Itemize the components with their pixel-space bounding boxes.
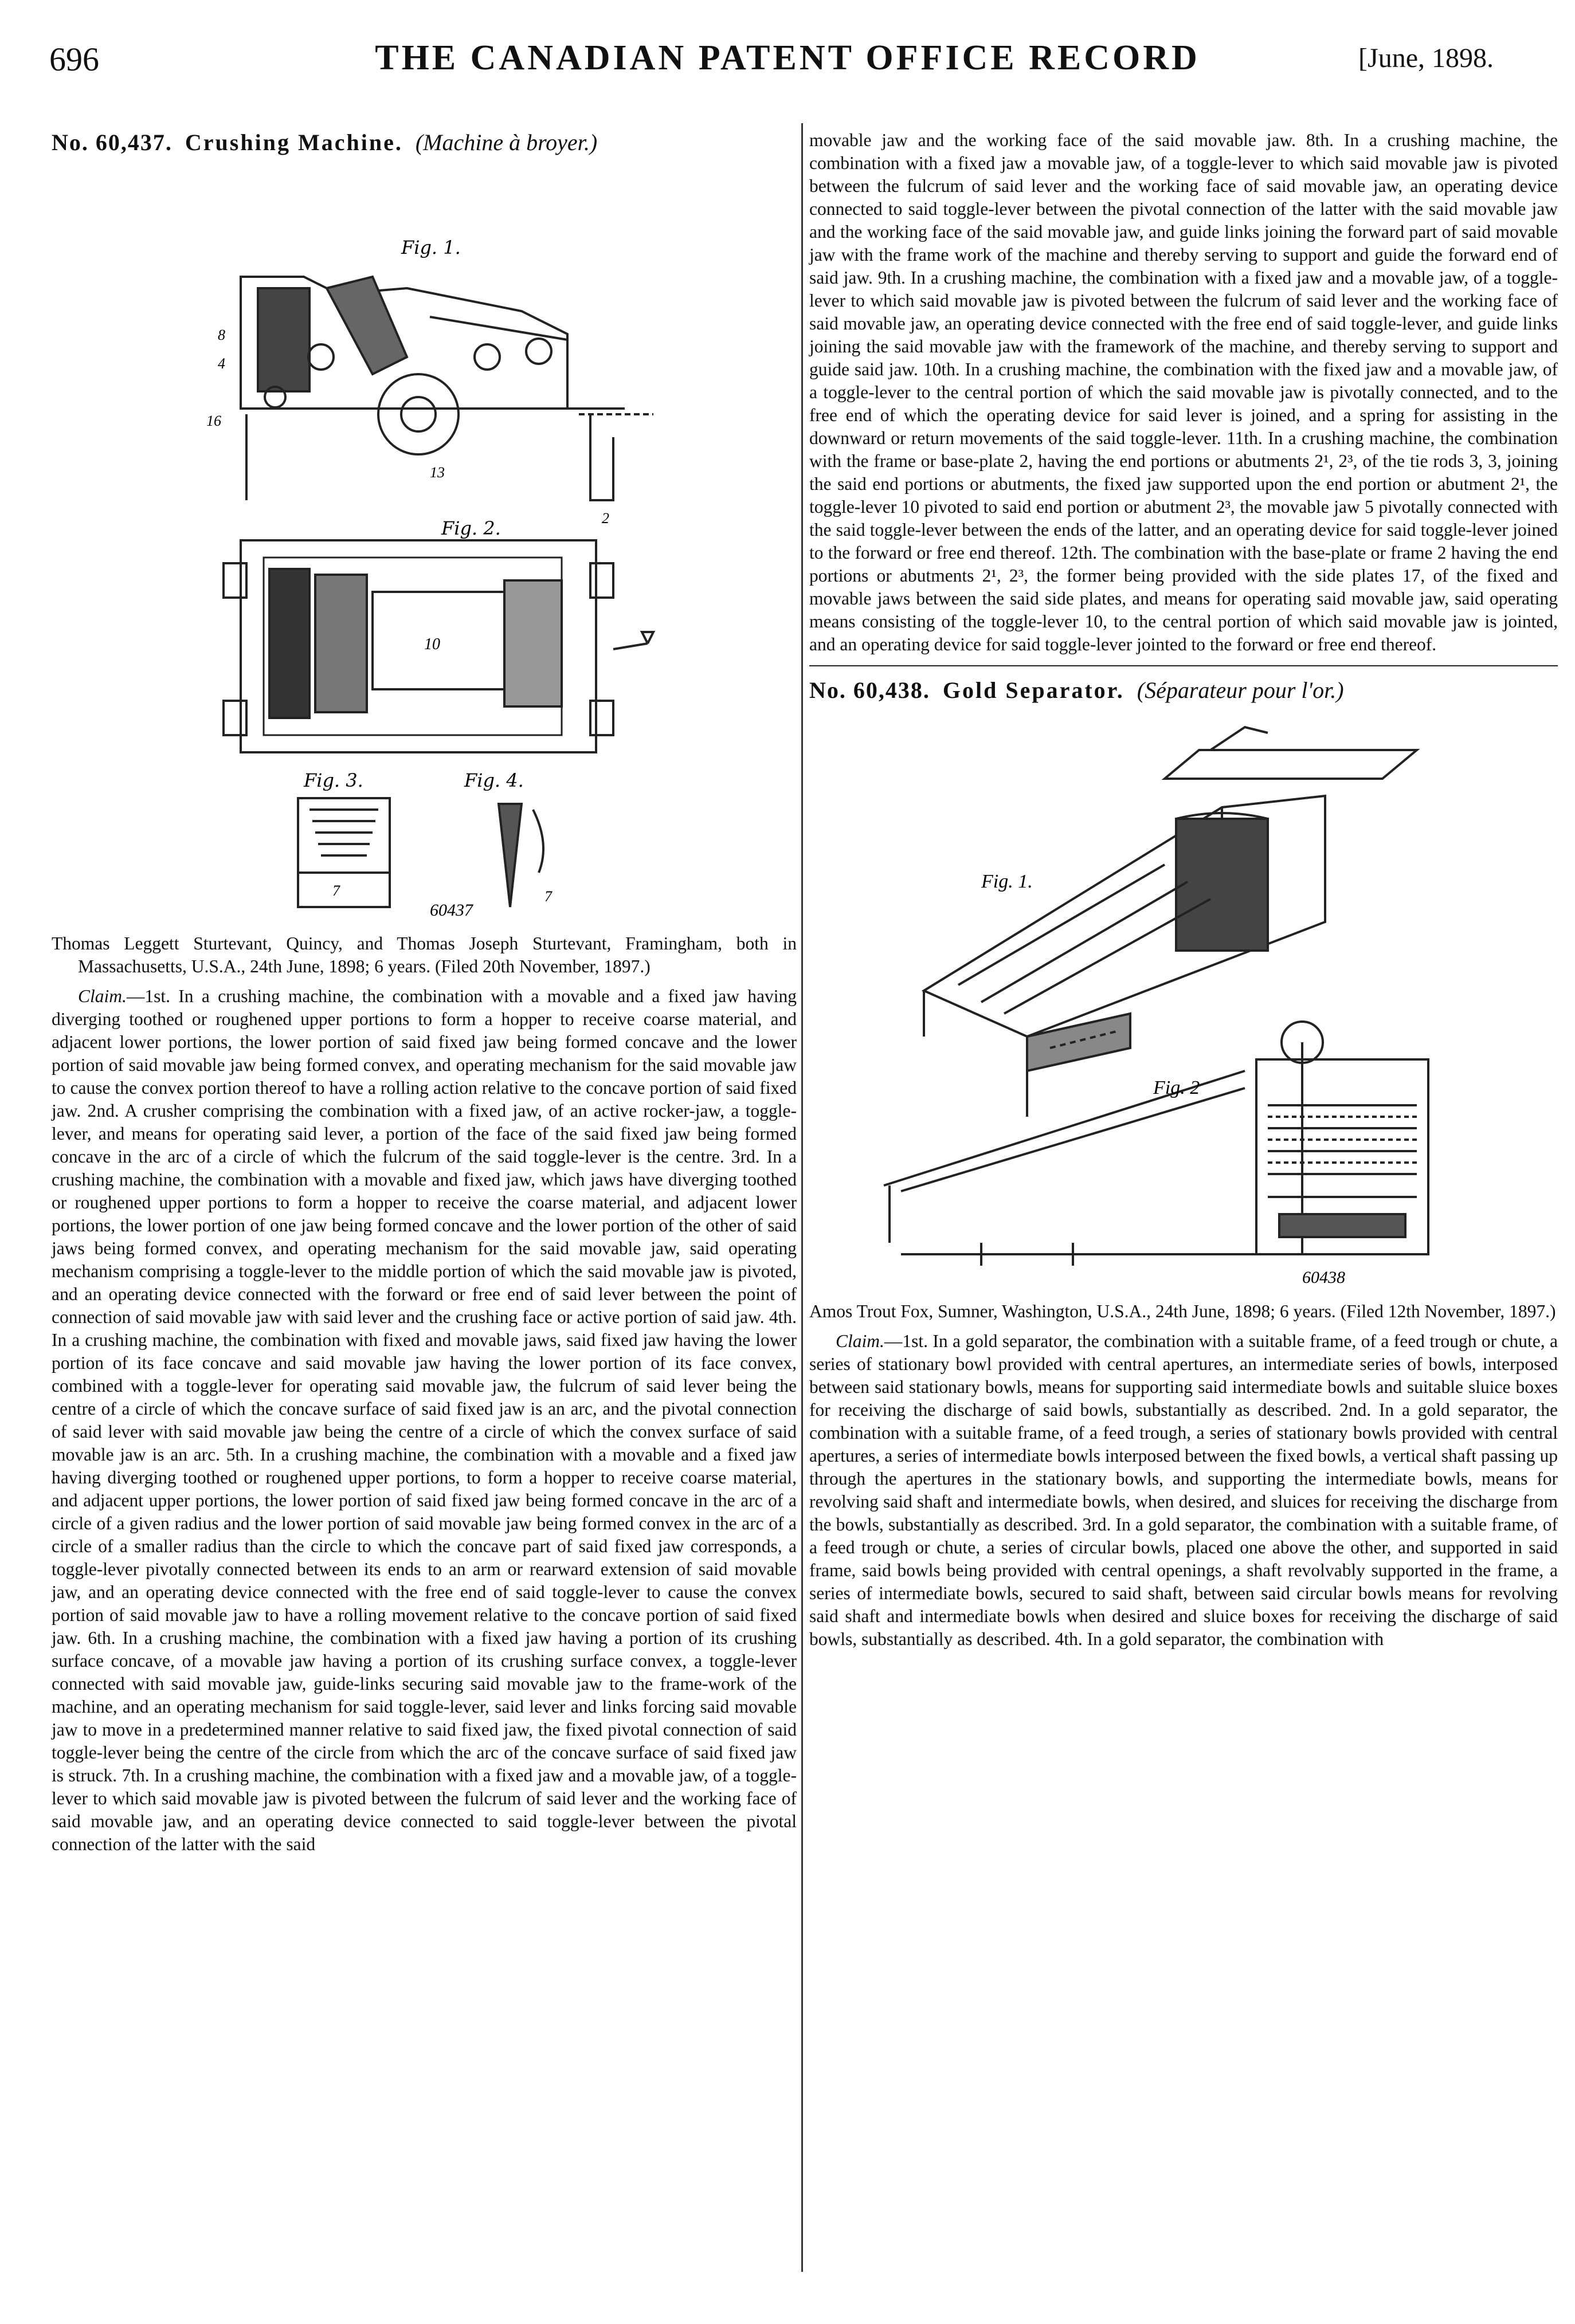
- crushing-machine-drawing: [52, 168, 797, 918]
- patent-french-name: (Séparateur pour l'or.): [1137, 677, 1344, 703]
- fig4-ref-number: 7: [544, 888, 552, 905]
- patent-number: No. 60,437.: [52, 129, 173, 155]
- patent-inventor: Thomas Leggett Sturtevant, Quincy, and Thomas Joseph Sturtevant, Framingham, both in Massachusetts, U.S.A., 24th June, 1898; 6 years. (Filed 20th November, 1897.): [52, 933, 797, 976]
- page-header: [0, 0, 1575, 86]
- issue-date: [June, 1898.: [1358, 43, 1494, 73]
- page-number: 696: [49, 41, 99, 78]
- patent-heading: [52, 129, 797, 156]
- patent-french-name: (Machine à broyer.): [415, 129, 598, 155]
- fig3-ref-number: 7: [332, 882, 340, 899]
- claims-text: —1st. In a gold separator, the combination with a suitable frame, of a feed trough or chute, a series of stationary bowl provided with central apertures, an intermediate series of bowls, interposed between said stationary bowls, means for supporting said intermediate bowls and suitable sluice boxes for receiving the discharge of said bowls, substantially as described. 2nd. In a gold separator, the combination with a suitable frame, of a feed trough, a series of stationary bowls provided with central apertures, a series of intermediate bowls interposed between the fixed bowls, a vertical shaft passing up through the apertures in the stationary bowls, and supporting the intermediate bowls, means for revolving said shaft and intermediate bowls, when desired, and sluices for receiving the discharge from the bowls, substantially as described. 3rd. In a gold separator, the combination with a suitable frame, of a feed trough or chute, a series of circular bowls, placed one above the other, and supported in said frame, said bowls being provided with central openings, a shaft revolvably supported in the frame, a series of intermediate bowls, secured to said shaft, between said circular bowls means for revolving said shaft and intermediate bowls when desired and sluice boxes for receiving the discharge of said bowls, substantially as described. 4th. In a gold separator, the combination with: [809, 1331, 1558, 1649]
- claim-label: Claim.: [78, 986, 127, 1006]
- figure-id: 60438: [1302, 1268, 1345, 1287]
- patent-claims: [52, 985, 797, 1856]
- patent-number: No. 60,438.: [809, 677, 930, 703]
- fig1-label: Fig. 1.: [981, 871, 1033, 892]
- patent-claims-continued: movable jaw and the working face of the said movable jaw. 8th. In a crushing machine, the combination with a fixed jaw a movable jaw, of a toggle-lever to which said movable jaw is pivoted between the fulcrum of said lever and the working face of said movable jaw, an operating device connected to said toggle-lever between the pivotal connection of the latter with the said movable jaw and the working face of the said movable jaw, and guide links joining the forward part of said movable jaw with the frame work of the machine and thereby serving to support and guide the forward end of said jaw. 9th. In a crushing machine, the combination with a fixed jaw and a movable jaw, of a toggle-lever to which said movable jaw is pivoted between the fulcrum of said lever and the working face of said movable jaw, an operating device connected with the free end of said toggle-lever, and guide links joining the said movable jaw with the framework of the machine, and thereby serving to support and guide said jaw. 10th. In a crushing machine, the combination with the fixed jaw and a movable jaw, of a toggle-lever to the central portion of which the said movable jaw is pivotally connected, and to the free end of which the operating device for said lever is joined, and a spring for assisting in the downward or return movements of the said toggle-lever. 11th. In a crushing machine, the combination with the frame or base-plate 2, having the end portions or abutments 2¹, 2³, of the tie rods 3, 3, joining the said end portions or abutments, the fixed jaw supported upon the end portion or abutment 2¹, the toggle-lever 10 pivoted to said end portion or abutment 2³, the movable jaw 5 pivotally connected with the said toggle-lever between the ends of the latter, and an operating device for said toggle-lever joined to the forward or free end thereof. 12th. The combination with the base-plate or frame 2 having the end portions or abutments 2¹, 2³, the former being provided with the side plates 17, of the fixed and movable jaws between the said side plates, and means for operating said movable jaw, said operating means consisting of the toggle-lever 10, to the central portion of which said movable jaw is jointed, and an operating device for said toggle-lever jointed to the forward or free end thereof.: [809, 130, 1558, 654]
- fig1-ref-number: 2: [602, 510, 609, 527]
- claim-label: Claim.: [836, 1331, 884, 1351]
- gold-separator-drawing: [809, 716, 1554, 1289]
- right-column: [809, 129, 1558, 1651]
- patent-claims: [809, 1330, 1558, 1651]
- fig1-ref-number: 13: [430, 464, 445, 481]
- fig1-label: Fig. 1.: [401, 237, 461, 258]
- column-divider: [801, 123, 803, 2272]
- patent-name: Gold Separator.: [942, 677, 1125, 703]
- fig4-label: Fig. 4.: [464, 770, 524, 791]
- entry-separator: [809, 665, 1558, 666]
- fig3-label: Fig. 3.: [304, 770, 363, 791]
- fig2-ref-number: 10: [424, 635, 440, 653]
- patent-name: Crushing Machine.: [185, 129, 403, 155]
- crushing-machine-figure: [52, 168, 797, 918]
- fig1-ref-number: 8: [218, 327, 225, 343]
- claims-text: —1st. In a crushing machine, the combination with a movable and a fixed jaw having diverging toothed or roughened upper portions to form a hopper to receive coarse material, and adjacent lower portions, the lower portion of said fixed jaw being formed concave and the lower portion of said movable jaw being formed convex, and operating mechanism for the said movable jaw to cause the convex portion thereof to have a rolling action relative to the concave portion of said fixed jaw. 2nd. A crusher comprising the combination with a fixed jaw, of an active rocker-jaw, a toggle-lever, and means for operating said lever, a portion of the face of the said fixed jaw being formed concave in the arc of a circle of which the fulcrum of the said toggle-lever is the centre. 3rd. In a crushing machine, the combination with a movable and fixed jaw, which jaws have diverging toothed or roughened upper portions to form a hopper to receive the coarse material, and adjacent lower portions, the lower portion of one jaw being formed concave and the lower portion of the other of said jaws being formed convex, and operating mechanism for the said movable jaw, said operating mechanism comprising a toggle-lever to the middle portion of which the said movable jaw is pivoted, and an operating device connected with the forward or free end of said lever between the point of connection of said movable jaw with said lever and the crushing face or active portion of said jaw. 4th. In a crushing machine, the combination with fixed and movable jaws, said fixed jaw having the lower portion of its face concave and said movable jaw having the lower portion of its face convex, combined with a toggle-lever for operating said movable jaw, the fulcrum of said lever being the centre of a circle of which the concave surface of said fixed jaw is an arc, and the pivotal connection of said lever with said movable jaw being the centre of a circle of which the convex surface of said movable jaw is an arc. 5th. In a crushing machine, the combination with a movable and a fixed jaw having diverging toothed or roughened upper portions, to form a hopper to receive coarse material, and adjacent upper portions, the lower portion of said fixed jaw being formed concave in the arc of a circle of a given radius and the lower portion of said movable jaw being formed convex in the arc of a circle of a smaller radius than the circle to which the concave part of said fixed jaw corresponds, a toggle-lever pivotally connected between its ends to an arm or rearward extension of said movable jaw, and an operating device connected with the free end of said toggle-lever to cause the convex portion of said movable jaw to have a rolling movement relative to the concave portion of said fixed jaw. 6th. In a crushing machine, the combination with a fixed jaw having a portion of its crushing surface concave, of a movable jaw having a portion of its crushing surface convex, a toggle-lever connected with said movable jaw, guide-links securing said movable jaw to the frame-work of the machine, and an operating mechanism for said toggle-lever, said lever and links forcing said movable jaw to move in a predetermined manner relative to said fixed jaw, the fixed pivotal connection of said toggle-lever being the centre of the circle from which the arc of the concave surface of said fixed jaw is struck. 7th. In a crushing machine, the combination with a fixed jaw and a movable jaw, of a toggle-lever to which said movable jaw is pivoted between the fulcrum of said lever and the working face of said movable jaw, and an operating device connected to said toggle-lever between the pivotal connection of the latter with the said: [52, 986, 797, 1854]
- left-column: [52, 129, 797, 1856]
- journal-title: THE CANADIAN PATENT OFFICE RECORD: [375, 38, 1200, 77]
- fig2-label: Fig. 2: [1153, 1077, 1200, 1098]
- patent-inventor: Amos Trout Fox, Sumner, Washington, U.S.A., 24th June, 1898; 6 years. (Filed 12th November, 1897.): [809, 1301, 1556, 1321]
- figure-id: 60437: [430, 901, 473, 918]
- fig1-ref-number: 4: [218, 355, 225, 372]
- gold-separator-figure: [809, 716, 1558, 1289]
- fig1-ref-number: 16: [206, 413, 221, 429]
- patent-heading: [809, 677, 1558, 704]
- fig2-label: Fig. 2.: [441, 517, 501, 539]
